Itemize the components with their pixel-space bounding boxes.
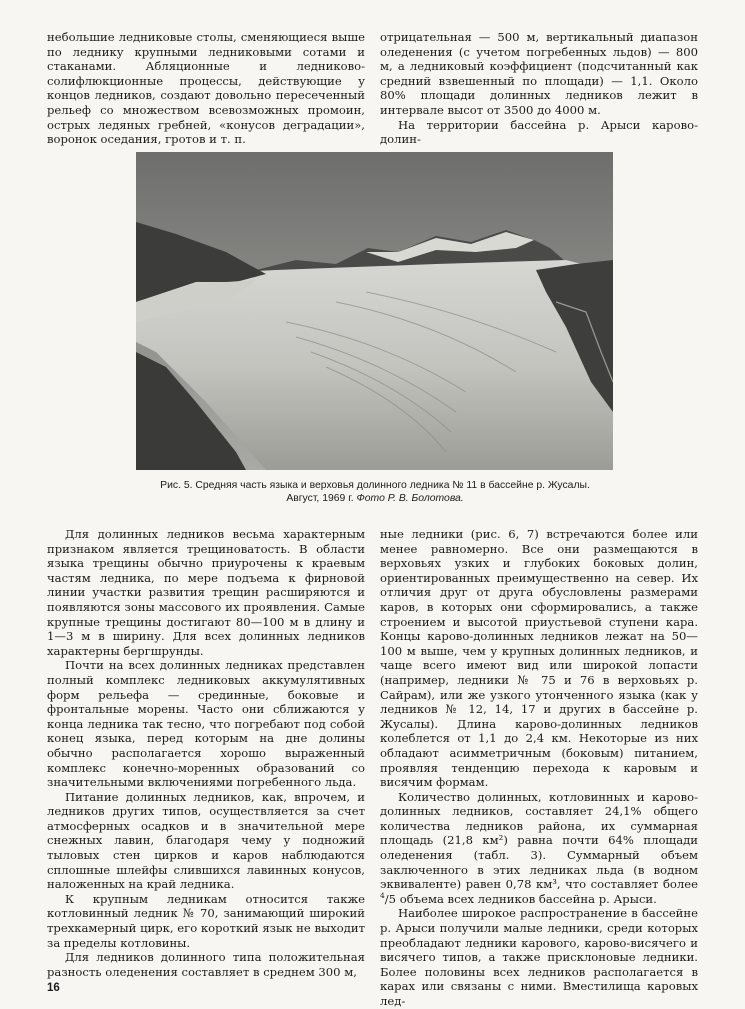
paragraph: отрицательная — 500 м, вертикальный диапазон оледенения (с учетом погребенных льдов) — 800 м, а ледниковый коэффициент (подсчитанный как средний взвешенный по площади) — 1,1. Около 80% площади долинных ледников лежит в интервале высот от 3500 до 4000 м.: [380, 30, 698, 117]
caption-credit: [120, 492, 630, 505]
paragraph: ные ледники (рис. 6, 7) встречаются более или менее равномерно. Все они размещаются в верховьях узких и глубоких боковых долин, ориентированных преимущественно на север. Их отличия друг от друга обусловлены размерами каров, в которых они сформировались, а также строением и высотой приустьевой ступени кара. Концы карово-долинных ледников лежат на 50—100 м выше, чем у крупных долинных ледников, и чаще всего имеют вид или широкой лопасти (например, ледники № 75 и 76 в верховьях р. Сайрам), или же узкого утонченного языка (как у ледников № 12, 14, 17 и других в бассейне р. Жусалы). Длина карово-долинных ледников колеблется от 1,1 до 2,4 км. Некоторые из них обладают асимметричным (боковым) питанием, проявляя тенденцию перехода к каровым и висячим формам.: [380, 527, 698, 790]
paragraph-part: Количество долинных, котловинных и карово-долинных ледников, составляет 24,1% общего количества ледников района, их суммарная площадь (21,8 км²) равна почти 64% площади оледенения (табл. 3). Суммарный объем заключенного в этих ледниках льда (в водном эквиваленте) равен 0,78 км³, что составляет более: [380, 789, 698, 892]
paragraph: небольшие ледниковые столы, сменяющиеся выше по леднику крупными ледниковыми сотами и стаканами. Абляционные и ледниково-солифлюкционные процессы, действующие у концов ледников, создают довольно пересеченный рельеф со множеством всевозможных промоин, острых ледяных гребней, «конусов деградации», воронок оседания, гротов и т. п.: [47, 30, 365, 147]
page-number: 16: [47, 982, 60, 994]
bottom-right-column: [380, 527, 698, 1009]
paragraph: [380, 790, 698, 907]
fraction-numerator: 4: [380, 890, 385, 900]
paragraph: Почти на всех долинных ледниках представлен полный комплекс ледниковых аккумулятивных форм рельефа — срединные, боковые и фронтальные морены. Часто они сближаются у конца ледника так тесно, что погребают под собой конец языка, перед которым на дне долины обычно располагается хорошо выраженный комплекс конечно-моренных образований со значительными включениями погребенного льда.: [47, 658, 365, 790]
paragraph: На территории бассейна р. Арыси карово-долин-: [380, 117, 698, 147]
figure-caption: [120, 479, 630, 505]
glacier-photo-drawing: [136, 152, 613, 470]
paragraph: Питание долинных ледников, как, впрочем, и ледников других типов, осуществляется за счет атмосферных осадков и в значительной мере снежных лавин, благодаря чему у подножий тыловых стен цирков и каров наблюдаются сплошные шлейфы слившихся лавинных конусов, наложенных на край ледника.: [47, 789, 365, 892]
bottom-left-column: [47, 527, 365, 979]
paragraph: Для ледников долинного типа положительная разность оледенения составляет в среднем 300 м,: [47, 950, 365, 979]
paragraph: Наиболее широкое распространение в бассейне р. Арыси получили малые ледники, среди которых преобладают ледники карового, карово-висячего и висячего типов, а также присклоновые ледники. Более половины всех ледников располагается в карах или связаны с ними. Вместилища каровых лед-: [380, 906, 698, 1008]
paragraph-part: /5 объема всех ледников бассейна р. Арыси.: [384, 891, 657, 906]
caption-author: Фото Р. В. Болотова.: [356, 493, 464, 504]
paragraph: Для долинных ледников весьма характерным признаком является трещиноватость. В области языка трещины обычно приурочены к краевым частям ледника, по мере подъема к фирновой линии участки развития трещин расширяются и появляются зоны массового их проявления. Самые крупные трещины достигают 80—100 м в длину и 1—3 м в ширину. Для всех долинных ледников характерны бергшрунды.: [47, 527, 365, 658]
caption-main: Рис. 5. Средняя часть языка и верховья долинного ледника № 11 в бассейне р. Жусалы.: [160, 480, 590, 491]
caption-date: Август, 1969 г.: [286, 493, 354, 504]
top-left-column: [47, 30, 365, 147]
top-right-column: [380, 30, 698, 147]
glacier-photo: [136, 152, 613, 470]
paragraph: К крупным ледникам относится также котловинный ледник № 70, занимающий широкий трехкамерный цирк, его короткий язык не выходит за пределы котловины.: [47, 891, 365, 950]
